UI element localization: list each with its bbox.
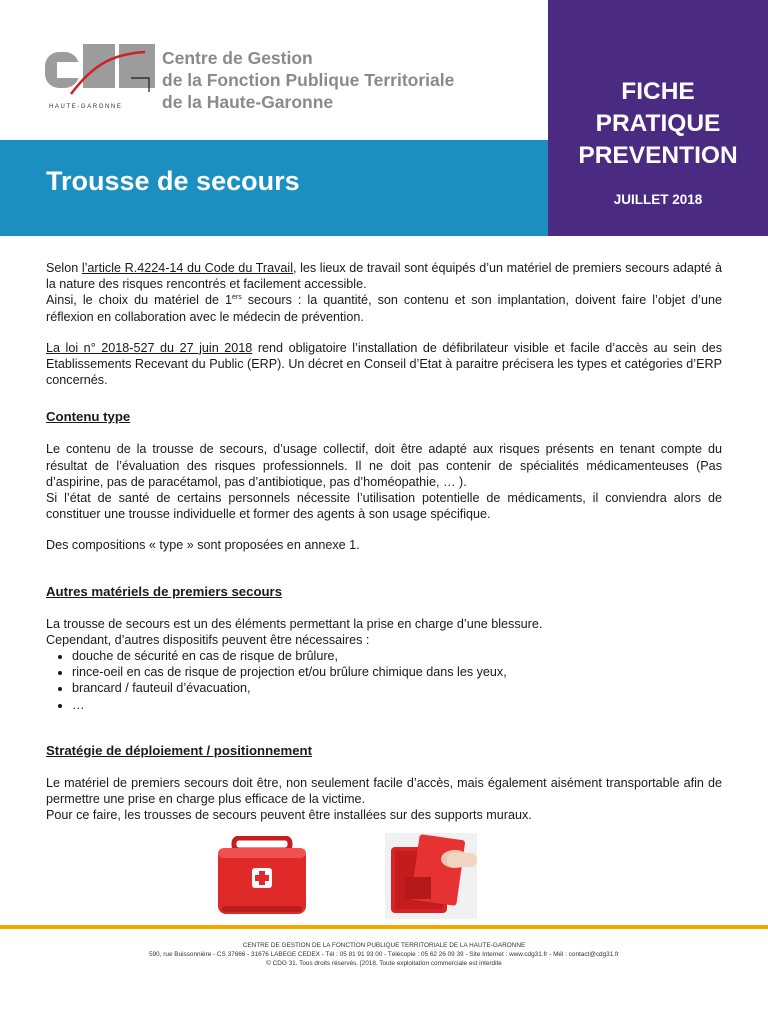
organization-name xyxy=(162,47,454,113)
section3-paragraph-2: Pour ce faire, les trousses de secours peuvent être installées sur des supports muraux. xyxy=(46,808,532,823)
footer-line-2: 590, rue Buissonnière - CS 37666 - 31676 LABEGE CEDEX - Tél : 05 81 91 93 00 - Télécopie : 05 62 26 09 39 - Site Internet : www.cdg31.fr - Mél : contact@cdg31.fr xyxy=(149,951,619,958)
document-body xyxy=(46,260,722,823)
loi-link[interactable]: La loi n° 2018-527 du 27 juin 2018 xyxy=(46,340,253,355)
intro-text: Selon xyxy=(46,261,82,275)
list-item: • rince-oeil en cas de risque de projection et/ou brûlure chimique dans les yeux, xyxy=(72,664,722,680)
intro-text: secours : la quantité, son contenu et son implantation, doivent faire l’objet d’une réflexion en collaboration avec le médecin de prévention. xyxy=(46,293,722,324)
section2-paragraph-2: Cependant, d’autres dispositifs peuvent être nécessaires : xyxy=(46,632,370,647)
list-item: • brancard / fauteuil d’évacuation, xyxy=(72,680,722,696)
page-header xyxy=(0,0,768,236)
section2-paragraph-1: La trousse de secours est un des éléments permettant la prise en charge d’une blessure. xyxy=(46,616,543,631)
intro-paragraph-1 xyxy=(46,260,722,292)
section-heading-strategie: Stratégie de déploiement / positionnement xyxy=(46,742,312,758)
intro-text: , les lieux de travail sont équipés d’un matériel de premiers secours adapté à la nature des risques rencontrés et facilement accessible. xyxy=(46,261,722,292)
logo-subtitle: HAUTE-GARONNE xyxy=(49,104,123,110)
section1-paragraph-3: Des compositions « type » sont proposées en annexe 1. xyxy=(46,538,360,553)
wall-mounted-kit-image xyxy=(385,833,477,919)
org-line-3: de la Haute-Garonne xyxy=(162,92,334,112)
superscript: ers xyxy=(232,294,242,302)
code-travail-link[interactable]: l’article R.4224-14 du Code du Travail xyxy=(81,261,294,275)
first-aid-case-image xyxy=(216,836,308,918)
section3-paragraph-1: Le matériel de premiers secours doit être, non seulement facile d’accès, mais également aisément transportable afin de permettre une prise en charge plus efficace de la victime. xyxy=(46,775,722,807)
fiche-line-2: PRATIQUE xyxy=(595,110,721,137)
intro-paragraph-3 xyxy=(46,340,722,389)
fiche-date: JUILLET 2018 xyxy=(613,192,703,207)
section-heading-autres: Autres matériels de premiers secours xyxy=(46,583,283,599)
page-title: Trousse de secours xyxy=(46,166,300,196)
page-footer xyxy=(0,941,768,968)
intro-text: Ainsi, le choix du matériel de 1 xyxy=(46,293,232,308)
section-heading-contenu: Contenu type xyxy=(46,409,131,425)
org-line-1: Centre de Gestion xyxy=(162,48,313,68)
fiche-line-1: FICHE xyxy=(621,78,695,105)
fiche-panel xyxy=(548,0,768,236)
footer-line-1: CENTRE DE GESTION DE LA FONCTION PUBLIQUE TERRITORIALE DE LA HAUTE-GARONNE xyxy=(242,942,526,949)
cdg-logo xyxy=(45,44,157,110)
fiche-line-3: PREVENTION xyxy=(578,142,738,169)
org-line-2: de la Fonction Publique Territoriale xyxy=(162,70,455,90)
list-item: • … xyxy=(72,697,722,713)
footer-line-3: © CDG 31. Tous droits réservés. [2018. Toute exploitation commerciale est interdite xyxy=(266,960,502,967)
equipment-list xyxy=(46,648,722,713)
footer-rule xyxy=(0,925,768,929)
section1-paragraph-1: Le contenu de la trousse de secours, d’usage collectif, doit être adapté aux risques présents en tenant compte du résultat de l’évaluation des risques professionnels. Il ne doit pas contenir de spécialités médicamenteuses (Pas d’aspirine, pas de paracétamol, pas d’antibiotique, pas d’homéopathie, … ). xyxy=(46,442,722,489)
section1-paragraph-2: Si l’état de santé de certains personnels nécessite l’utilisation potentielle de médicaments, il conviendra alors de constituer une trousse individuelle et former des agents à son usage spécifique. xyxy=(46,491,722,522)
fiche-title xyxy=(548,76,768,172)
list-item: • douche de sécurité en cas de risque de brûlure, xyxy=(72,648,722,664)
intro-paragraph-2 xyxy=(46,292,722,324)
intro-text: rend obligatoire l’installation de défibrilateur visible et facile d’accès au sein des Etablissements Recevant du Public (ERP). Un décret en Conseil d’Etat à paraitre précisera les types et catégories d’ERP concernés. xyxy=(46,340,723,388)
